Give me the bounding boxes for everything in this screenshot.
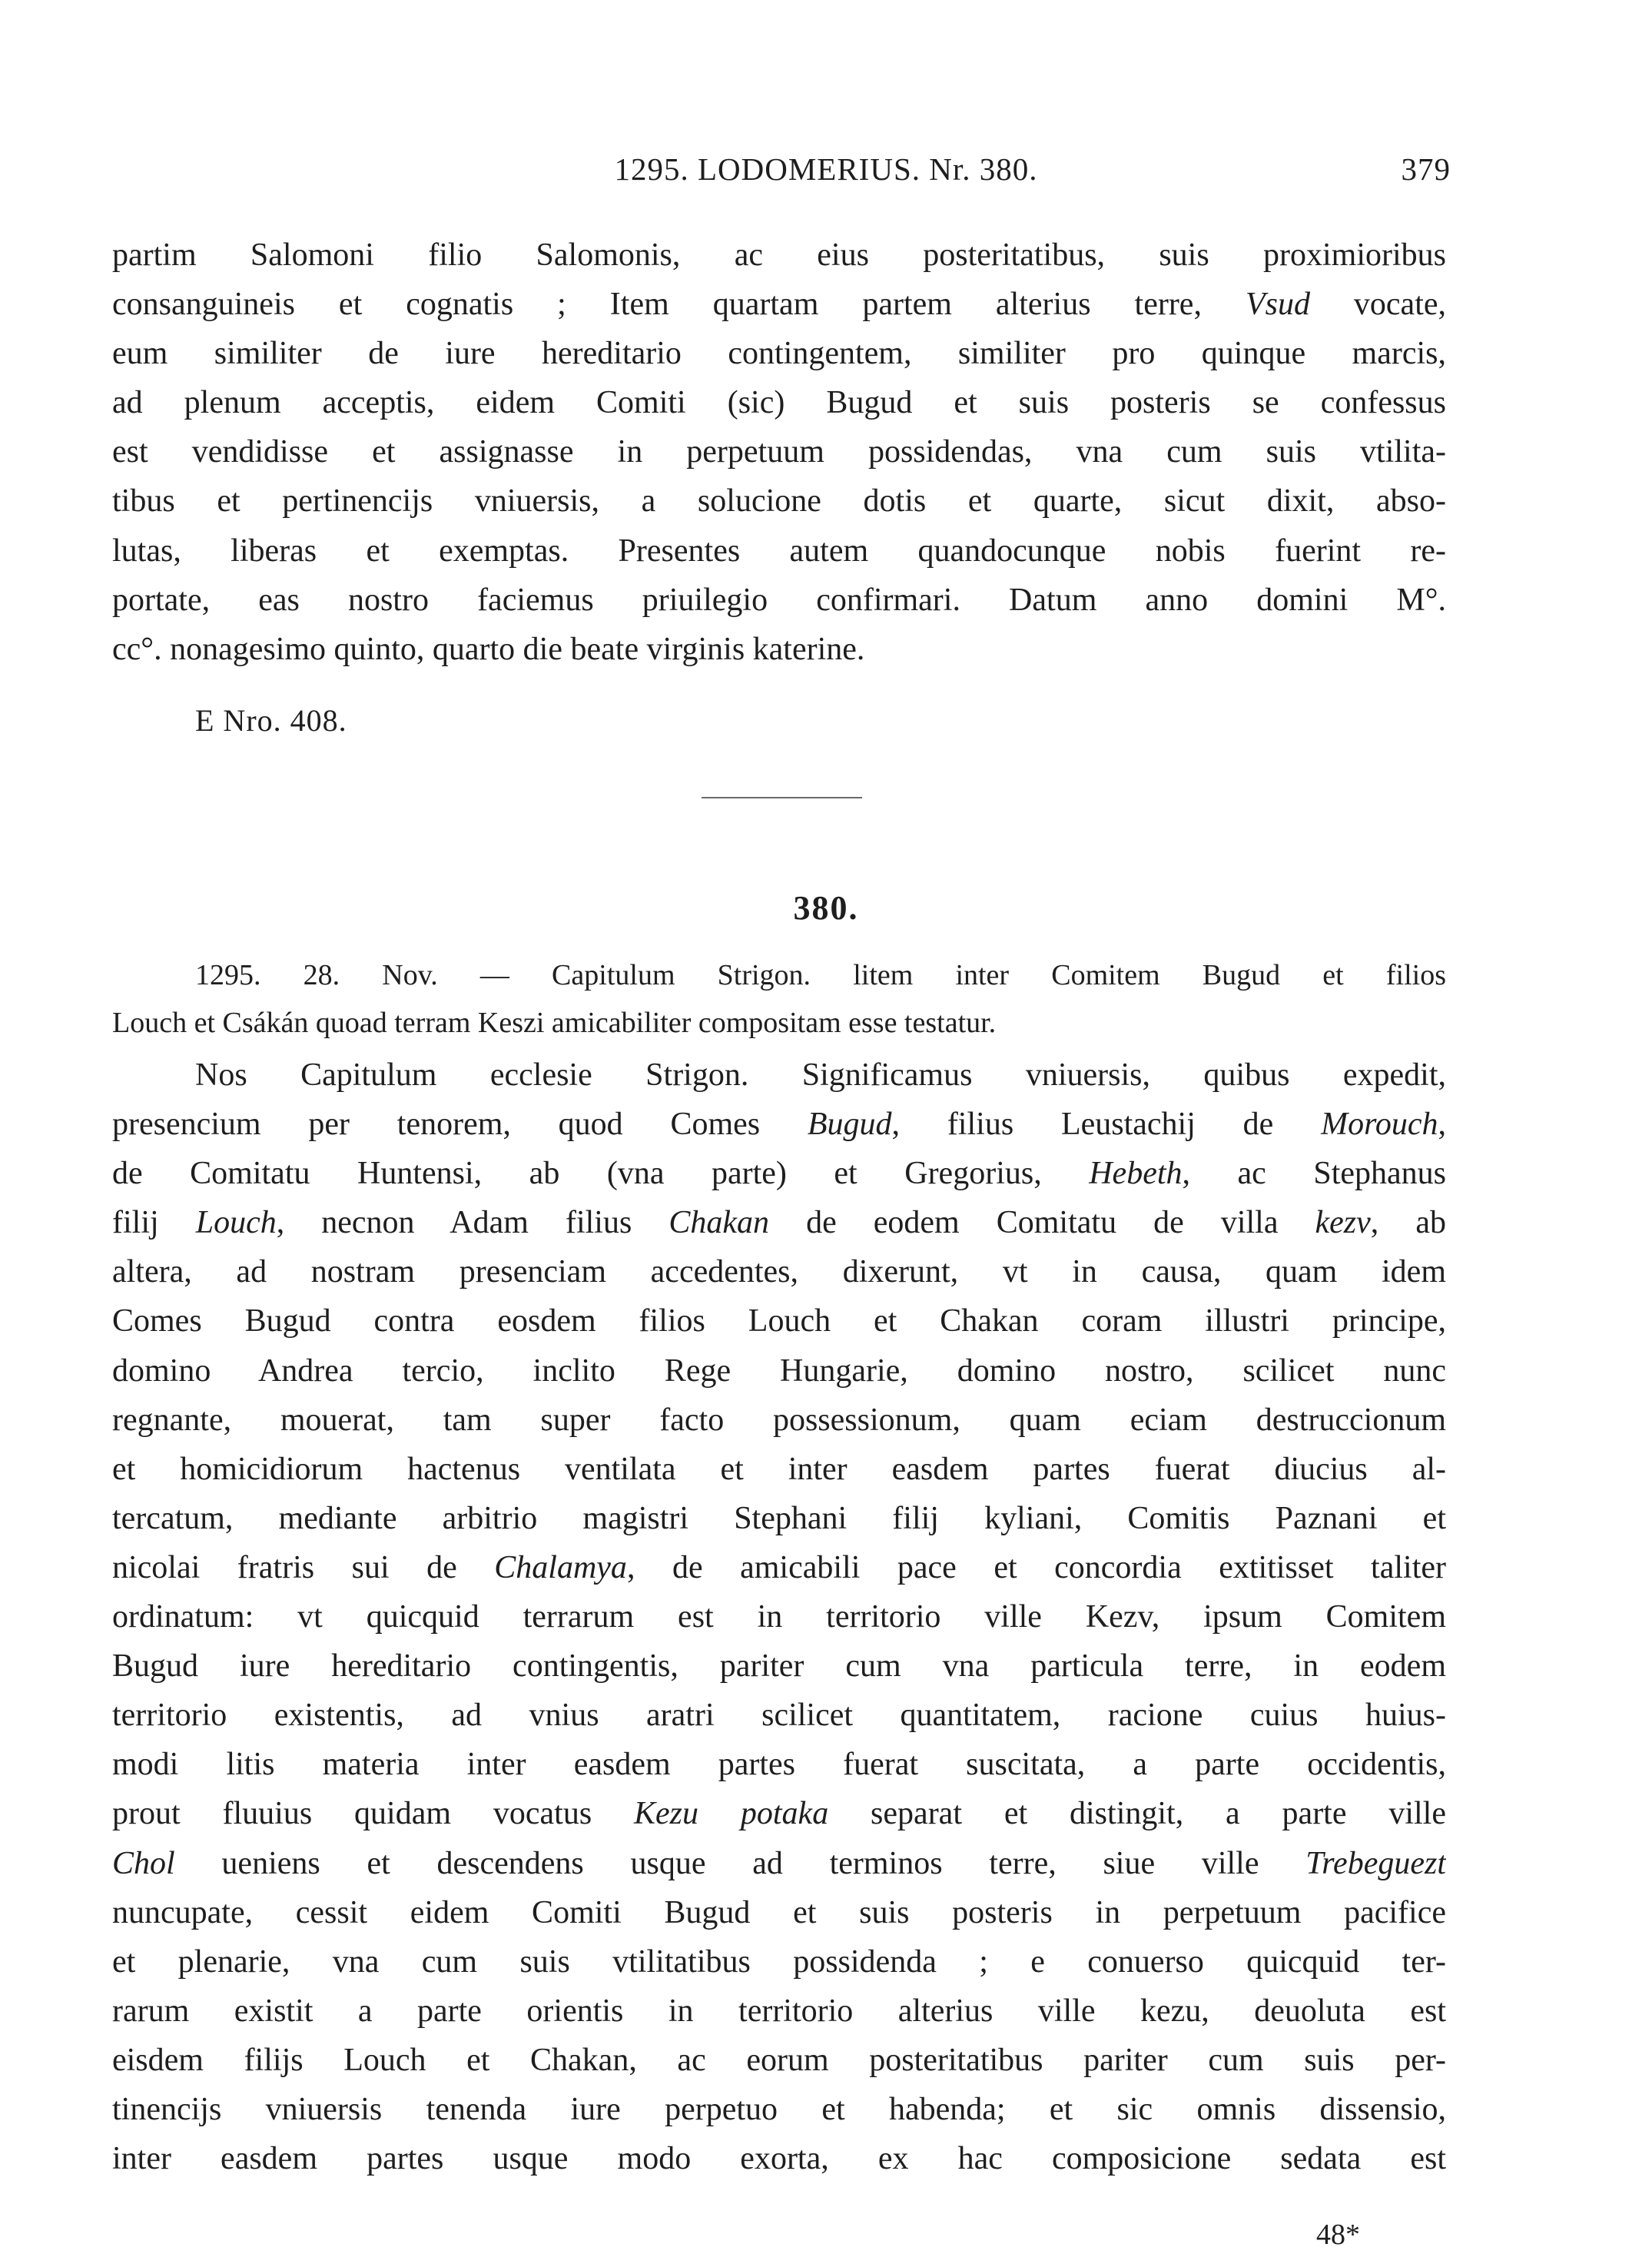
text-run: territorio existentis, ad vnius aratri scilicet quantitatem, racione cuius huius- (112, 1698, 1446, 1734)
text-run: tinencijs vniuersis tenenda iure perpetuo et habenda; et sic omnis dissensio, (112, 2091, 1446, 2127)
text-run: , ac Stephanus (1182, 1156, 1446, 1192)
text-line (112, 1789, 1446, 1838)
text-line (112, 378, 1446, 427)
text-line (112, 1888, 1446, 1937)
text-run: et homicidiorum hactenus ventilata et inter easdem partes fuerat diucius al- (112, 1451, 1446, 1487)
continuation-paragraph (112, 231, 1446, 674)
text-line (112, 1445, 1446, 1494)
regest-summary (112, 951, 1446, 1047)
section-divider (702, 797, 862, 798)
italic-name: Morouch (1321, 1107, 1438, 1143)
text-line (112, 427, 1446, 476)
text-run: , (1438, 1107, 1446, 1143)
text-line (112, 1051, 1446, 1100)
text-line (112, 280, 1446, 329)
text-line (112, 625, 1446, 674)
text-run: et plenarie, vna cum suis vtilitatibus possidenda ; e conuerso quicquid ter- (112, 1943, 1446, 1980)
italic-name: Chalamya (494, 1549, 627, 1585)
text-line (112, 1592, 1446, 1641)
text-run: rarum existit a parte orientis in territorio alterius ville kezu, deuoluta est (112, 1993, 1446, 2029)
text-line (112, 1494, 1446, 1543)
regest-line (112, 999, 1446, 1047)
source-note: E Nro. 408. (195, 703, 347, 738)
running-head: 1295. LODOMERIUS. Nr. 380. (614, 151, 1038, 187)
text-run: eisdem filijs Louch et Chakan, ac eorum posteritatibus pariter cum suis per- (112, 2042, 1446, 2078)
text-line (112, 576, 1446, 625)
italic-name: Hebeth (1089, 1156, 1183, 1192)
italic-name: Chakan (668, 1205, 770, 1241)
text-run: lutas, liberas et exemptas. Presentes autem quandocunque nobis fuerint re- (112, 533, 1446, 569)
italic-name: Louch (195, 1205, 277, 1241)
text-run: inter easdem partes usque modo exorta, ex hac composicione sedata est (112, 2141, 1446, 2177)
text-line (112, 2036, 1446, 2085)
text-run: separat et distingit, a parte ville (828, 1796, 1446, 1832)
text-run: tercatum, mediante arbitrio magistri Stephani filij kyliani, Comitis Paznani et (112, 1500, 1446, 1536)
text-run: , necnon Adam filius (276, 1205, 669, 1241)
text-run: Bugud iure hereditario contingentis, pariter cum vna particula terre, in eodem (112, 1648, 1446, 1684)
text-run: consanguineis et cognatis ; Item quartam partem alterius terre, (112, 287, 1246, 323)
text-line (112, 1740, 1446, 1789)
text-run: , ab (1370, 1205, 1446, 1241)
text-line (112, 231, 1446, 280)
text-run: portate, eas nostro faciemus priuilegio confirmari. Datum anno domini M°. (112, 582, 1446, 618)
text-line (112, 526, 1446, 576)
text-run: cc°. nonagesimo quinto, quarto die beate virginis katerine. (112, 631, 865, 667)
text-run: 1295. 28. Nov. — Capitulum Strigon. litem inter Comitem Bugud et filios (195, 959, 1446, 991)
text-run: Nos Capitulum ecclesie Strigon. Significamus vniuersis, quibus expedit, (195, 1057, 1446, 1093)
document-number: 380. (793, 889, 859, 927)
text-run: partim Salomoni filio Salomonis, ac eius posteritatibus, suis proximioribus (112, 237, 1446, 273)
text-run: eum similiter de iure hereditario contingentem, similiter pro quinque marcis, (112, 336, 1446, 372)
text-run: domino Andrea tercio, inclito Rege Hungarie, domino nostro, scilicet nunc (112, 1353, 1446, 1389)
italic-name: Vsud (1245, 287, 1310, 323)
text-line (112, 2134, 1446, 2183)
text-line (112, 1839, 1446, 1888)
text-run: de Comitatu Huntensi, ab (vna parte) et Gregorius, (112, 1156, 1090, 1192)
italic-name: Kezu potaka (634, 1796, 829, 1832)
text-run: Comes Bugud contra eosdem filios Louch et Chakan coram illustri principe, (112, 1303, 1446, 1339)
page-number: 379 (1401, 151, 1451, 187)
charter-text (112, 1051, 1446, 2183)
text-line (112, 1346, 1446, 1396)
italic-name: kezv (1315, 1205, 1371, 1241)
text-run: Louch et Csákán quoad terram Keszi amicabiliter compositam esse testatur. (112, 1007, 997, 1039)
text-run: ueniens et descendens usque ad terminos terre, siue ville (174, 1845, 1306, 1881)
text-line (112, 476, 1446, 526)
italic-name: Chol (112, 1845, 175, 1881)
text-run: modi litis materia inter easdem partes fuerat suscitata, a parte occidentis, (112, 1747, 1446, 1783)
text-line (112, 1937, 1446, 1987)
text-run: prout fluuius quidam vocatus (112, 1796, 635, 1832)
text-line (112, 1149, 1446, 1198)
text-run: filij (112, 1205, 196, 1241)
text-line (112, 2085, 1446, 2134)
text-run: ordinatum: vt quicquid terrarum est in territorio ville Kezv, ipsum Comitem (112, 1599, 1446, 1635)
text-line (112, 1691, 1446, 1740)
text-run: de eodem Comitatu de villa (769, 1205, 1315, 1241)
text-line (112, 1987, 1446, 2036)
text-run: presencium per tenorem, quod Comes (112, 1107, 808, 1143)
text-run: nicolai fratris sui de (112, 1549, 495, 1585)
text-run: tibus et pertinencijs vniuersis, a solucione dotis et quarte, sicut dixit, abso- (112, 483, 1446, 519)
signature-mark: 48* (1316, 2219, 1360, 2251)
text-run: nuncupate, cessit eidem Comiti Bugud et suis posteris in perpetuum pacifice (112, 1894, 1446, 1930)
text-line (112, 1396, 1446, 1445)
italic-name: Trebeguezt (1305, 1845, 1446, 1881)
text-line (112, 1247, 1446, 1296)
text-line (112, 1641, 1446, 1691)
text-run: , de amicabili pace et concordia extitisset taliter (626, 1549, 1446, 1585)
text-run: vocate, (1309, 287, 1446, 323)
text-run: regnante, mouerat, tam super facto possessionum, quam eciam destruccionum (112, 1402, 1446, 1438)
text-run: ad plenum acceptis, eidem Comiti (sic) Bugud et suis posteris se confessus (112, 385, 1446, 421)
text-run: est vendidisse et assignasse in perpetuum possidendas, vna cum suis vtilita- (112, 434, 1446, 470)
text-line (112, 1296, 1446, 1346)
text-run: altera, ad nostram presenciam accedentes, dixerunt, vt in causa, quam idem (112, 1254, 1446, 1290)
regest-line (112, 951, 1446, 999)
text-line (112, 1100, 1446, 1149)
italic-name: Bugud (807, 1107, 892, 1143)
text-line (112, 1198, 1446, 1247)
text-run: , filius Leustachij de (891, 1107, 1322, 1143)
text-line (112, 329, 1446, 378)
text-line (112, 1543, 1446, 1592)
